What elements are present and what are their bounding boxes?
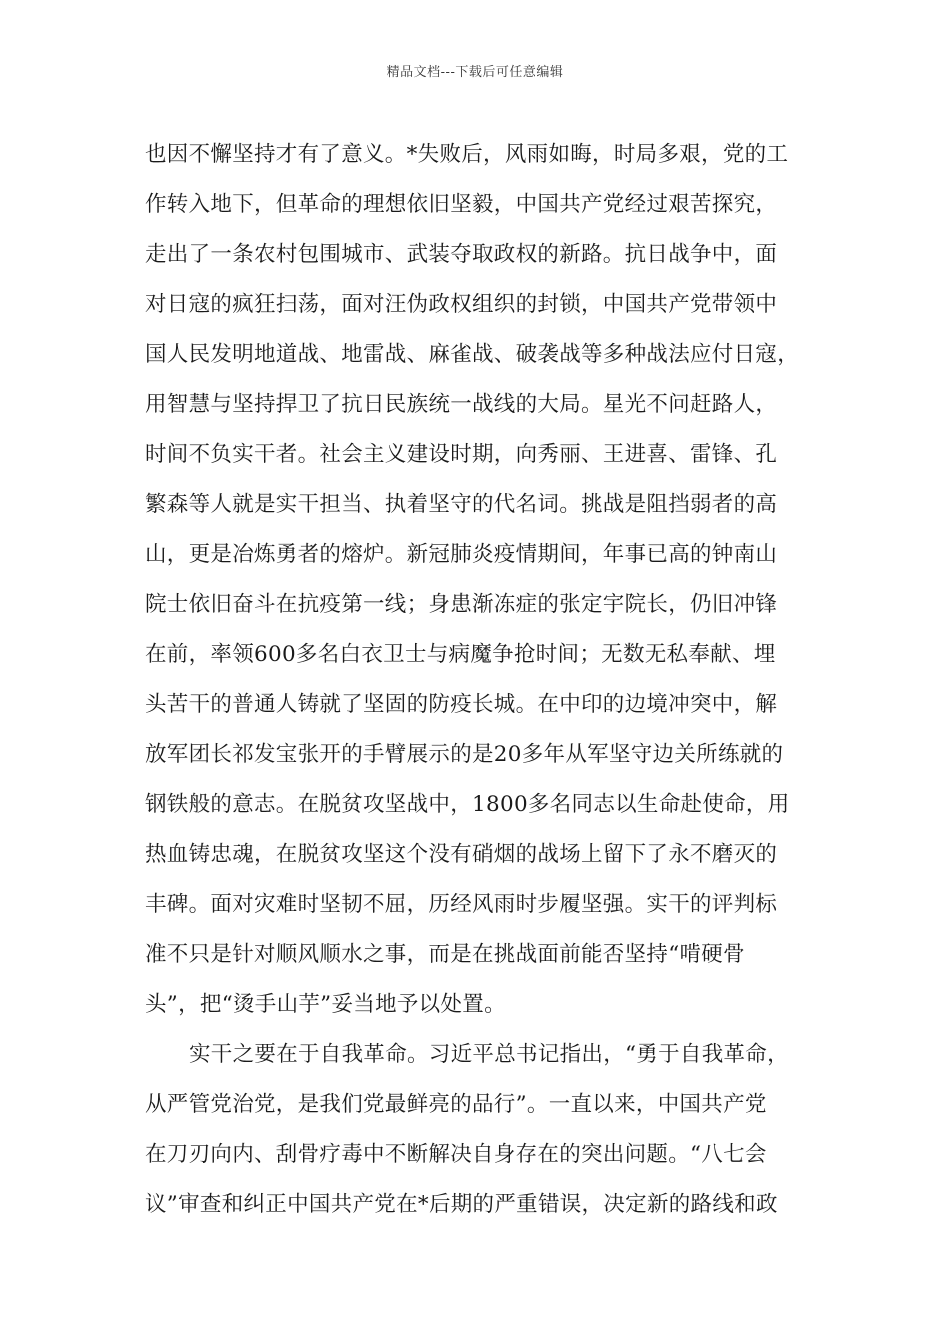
text-line: 走出了一条农村包围城市、武装夺取政权的新路。抗日战争中，面: [145, 242, 778, 267]
text-line: 从严管党治党，是我们党最鲜亮的品行”。一直以来，中国共产党: [145, 1092, 767, 1117]
text-line: 放军团长祁发宝张开的手臂展示的是20多年从军坚守边关所练就的: [145, 742, 784, 767]
text-line: 国人民发明地道战、地雷战、麻雀战、破袭战等多种战法应付日寇，: [145, 342, 800, 367]
text-line: 用智慧与坚持捍卫了抗日民族统一战线的大局。星光不问赶路人，: [145, 392, 778, 417]
text-line: 准不只是针对顺风顺水之事，而是在挑战面前能否坚持“啃硬骨: [145, 942, 745, 967]
text-line: 时间不负实干者。社会主义建设时期，向秀丽、王进喜、雷锋、孔: [145, 442, 778, 467]
text-line: 作转入地下，但革命的理想依旧坚毅，中国共产党经过艰苦探究，: [145, 192, 778, 217]
text-line: 钢铁般的意志。在脱贫攻坚战中，1800多名同志以生命赴使命，用: [145, 792, 790, 817]
page-header: 精品文档---下载后可任意编辑: [386, 65, 564, 80]
text-line: 繁森等人就是实干担当、执着坚守的代名词。挑战是阻挡弱者的高: [145, 492, 778, 517]
text-line: 对日寇的疯狂扫荡，面对汪伪政权组织的封锁，中国共产党带领中: [145, 292, 778, 317]
text-line: 热血铸忠魂，在脱贫攻坚这个没有硝烟的战场上留下了永不磨灭的: [145, 842, 778, 867]
text-line: 头”，把“烫手山芋”妥当地予以处置。: [145, 992, 506, 1017]
text-line: 实干之要在于自我革命。习近平总书记指出，“勇于自我革命，: [189, 1042, 789, 1067]
paragraph: [145, 1030, 810, 1230]
text-line: 议”审查和纠正中国共产党在*后期的严重错误，决定新的路线和政: [145, 1192, 778, 1217]
paragraph: [145, 130, 810, 1030]
text-line: 也因不懈坚持才有了意义。*失败后，风雨如晦，时局多艰，党的工: [145, 142, 789, 167]
text-line: 山，更是冶炼勇者的熔炉。新冠肺炎疫情期间，年事已高的钟南山: [145, 542, 778, 567]
text-line: 在前，率领600多名白衣卫士与病魔争抢时间；无数无私奉献、埋: [145, 642, 776, 667]
text-line: 在刀刃向内、刮骨疗毒中不断解决自身存在的突出问题。“八七会: [145, 1142, 767, 1167]
text-line: 院士依旧奋斗在抗疫第一线；身患渐冻症的张定宇院长，仍旧冲锋: [145, 592, 778, 617]
document-body: [145, 130, 810, 1230]
text-line: 丰碑。面对灾难时坚韧不屈，历经风雨时步履坚强。实干的评判标: [145, 892, 778, 917]
text-line: 头苦干的普通人铸就了坚固的防疫长城。在中印的边境冲突中，解: [145, 692, 778, 717]
